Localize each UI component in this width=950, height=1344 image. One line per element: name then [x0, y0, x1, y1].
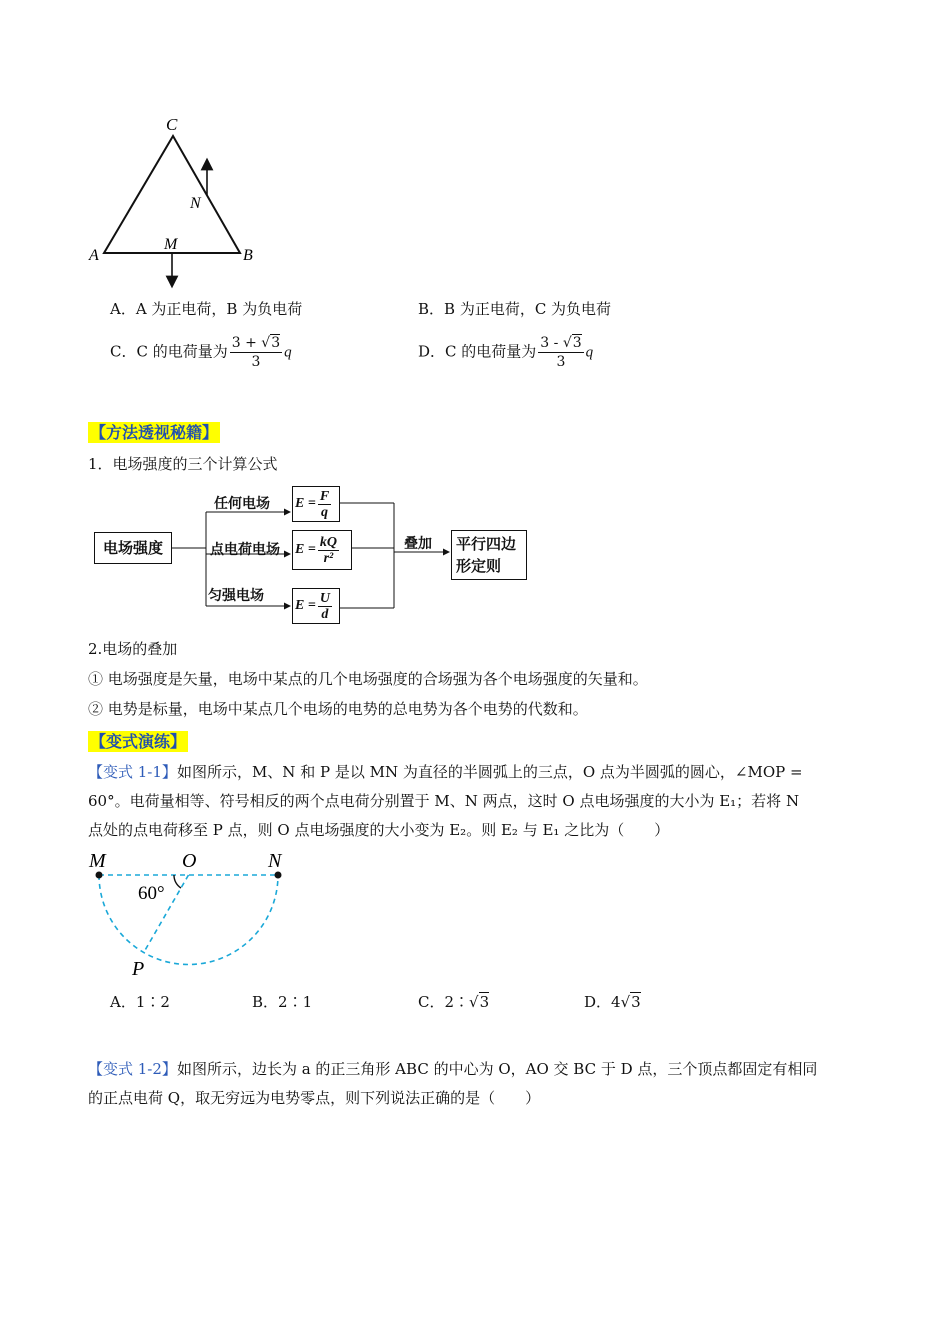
label-n: N — [190, 195, 201, 212]
formula-point-charge: E = $\frac{kQ}{\text{r²}}$ — [292, 530, 352, 570]
variant-1-1-tag: 【变式 1-1】 — [88, 763, 177, 781]
label-p: P — [132, 958, 145, 980]
flow-root-box: 电场强度 — [94, 532, 172, 564]
label-m: M — [164, 236, 178, 253]
semicircle-diagram — [84, 846, 304, 980]
variant-heading: 【变式演练】 — [90, 732, 187, 751]
label-b: B — [243, 247, 253, 264]
option-a[interactable]: A．A 为正电荷，B 为负电荷 — [110, 300, 303, 318]
label-n: N — [268, 850, 282, 872]
label-a: A — [89, 247, 99, 264]
option-d-prefix: D．C 的电荷量为 — [418, 342, 537, 361]
method-point-1: ① 电场强度是矢量，电场中某点的几个电场强度的合场强为各个电场强度的矢量和。 — [88, 670, 648, 688]
triangle-diagram — [84, 112, 264, 292]
formula-flowchart — [88, 482, 548, 632]
label-angle: 60° — [138, 883, 165, 904]
option-c-prefix: C．C 的电荷量为 — [110, 342, 228, 361]
label-c: C — [166, 115, 178, 134]
formula-uniform-field: E = $\frac{U}{d}$ — [292, 588, 340, 624]
variant-option-a[interactable]: A．1∶2 — [110, 993, 170, 1011]
label-o: O — [182, 850, 197, 872]
variant-option-c[interactable]: C．2∶√3 — [418, 993, 490, 1011]
flow-combine-label: 叠加 — [404, 536, 432, 552]
triangle-figure — [84, 112, 264, 292]
variant-1-1-question: 【变式 1-1】如图所示，M、N 和 P 是以 MN 为直径的半圆弧上的三点，O 点为半圆弧的圆心，∠MOP = 60°。电荷量相等、符号相反的两个点电荷分别置于 M、N 两点，这时 O 点电场强度的大小为 E₁；若将 N 点处的点电荷移至 P 点，则 O 点电场强度的大小变为 E₂。则 E₂ 与 E₁ 之比为（ ） — [88, 763, 803, 839]
label-m: M — [89, 850, 106, 872]
flow-branch-uniform: 匀强电场 — [208, 588, 264, 604]
variant-option-d[interactable]: D．4√3 — [584, 993, 641, 1011]
method-heading: 【方法透视秘籍】 — [90, 423, 219, 442]
option-c-fraction: $\frac{3 + √3}{3}$ — [231, 335, 281, 370]
option-b[interactable]: B．B 为正电荷，C 为负电荷 — [418, 300, 612, 318]
method-item-2: 2.电场的叠加 — [88, 640, 178, 658]
variant-1-2-tag: 【变式 1-2】 — [88, 1060, 177, 1078]
flow-branch-any: 任何电场 — [214, 496, 270, 512]
flow-result-box: 平行四边 形定则 — [451, 530, 527, 580]
option-d-fraction: $\frac{3 - √3}{3}$ — [540, 335, 582, 370]
method-point-2: ② 电势是标量，电场中某点几个电场的电势的总电势为各个电势的代数和。 — [88, 700, 588, 718]
option-c[interactable] — [110, 334, 292, 371]
option-d-var: q — [585, 344, 594, 361]
option-d[interactable] — [418, 334, 593, 371]
formula-any-field: E = $\frac{F}{q}$ — [292, 486, 340, 522]
variant-option-b[interactable]: B．2∶1 — [252, 993, 313, 1011]
semicircle-figure — [84, 846, 304, 980]
option-c-var: q — [284, 344, 292, 361]
method-item-1: 1．电场强度的三个计算公式 — [88, 455, 278, 473]
flow-branch-point: 点电荷电场 — [210, 542, 280, 558]
variant-1-2-question: 【变式 1-2】如图所示，边长为 a 的正三角形 ABC 的中心为 O，AO 交 BC 于 D 点，三个顶点都固定有相同 的正点电荷 Q，取无穷远为电势零点，则下列说法正确的是（ ） — [88, 1060, 818, 1107]
